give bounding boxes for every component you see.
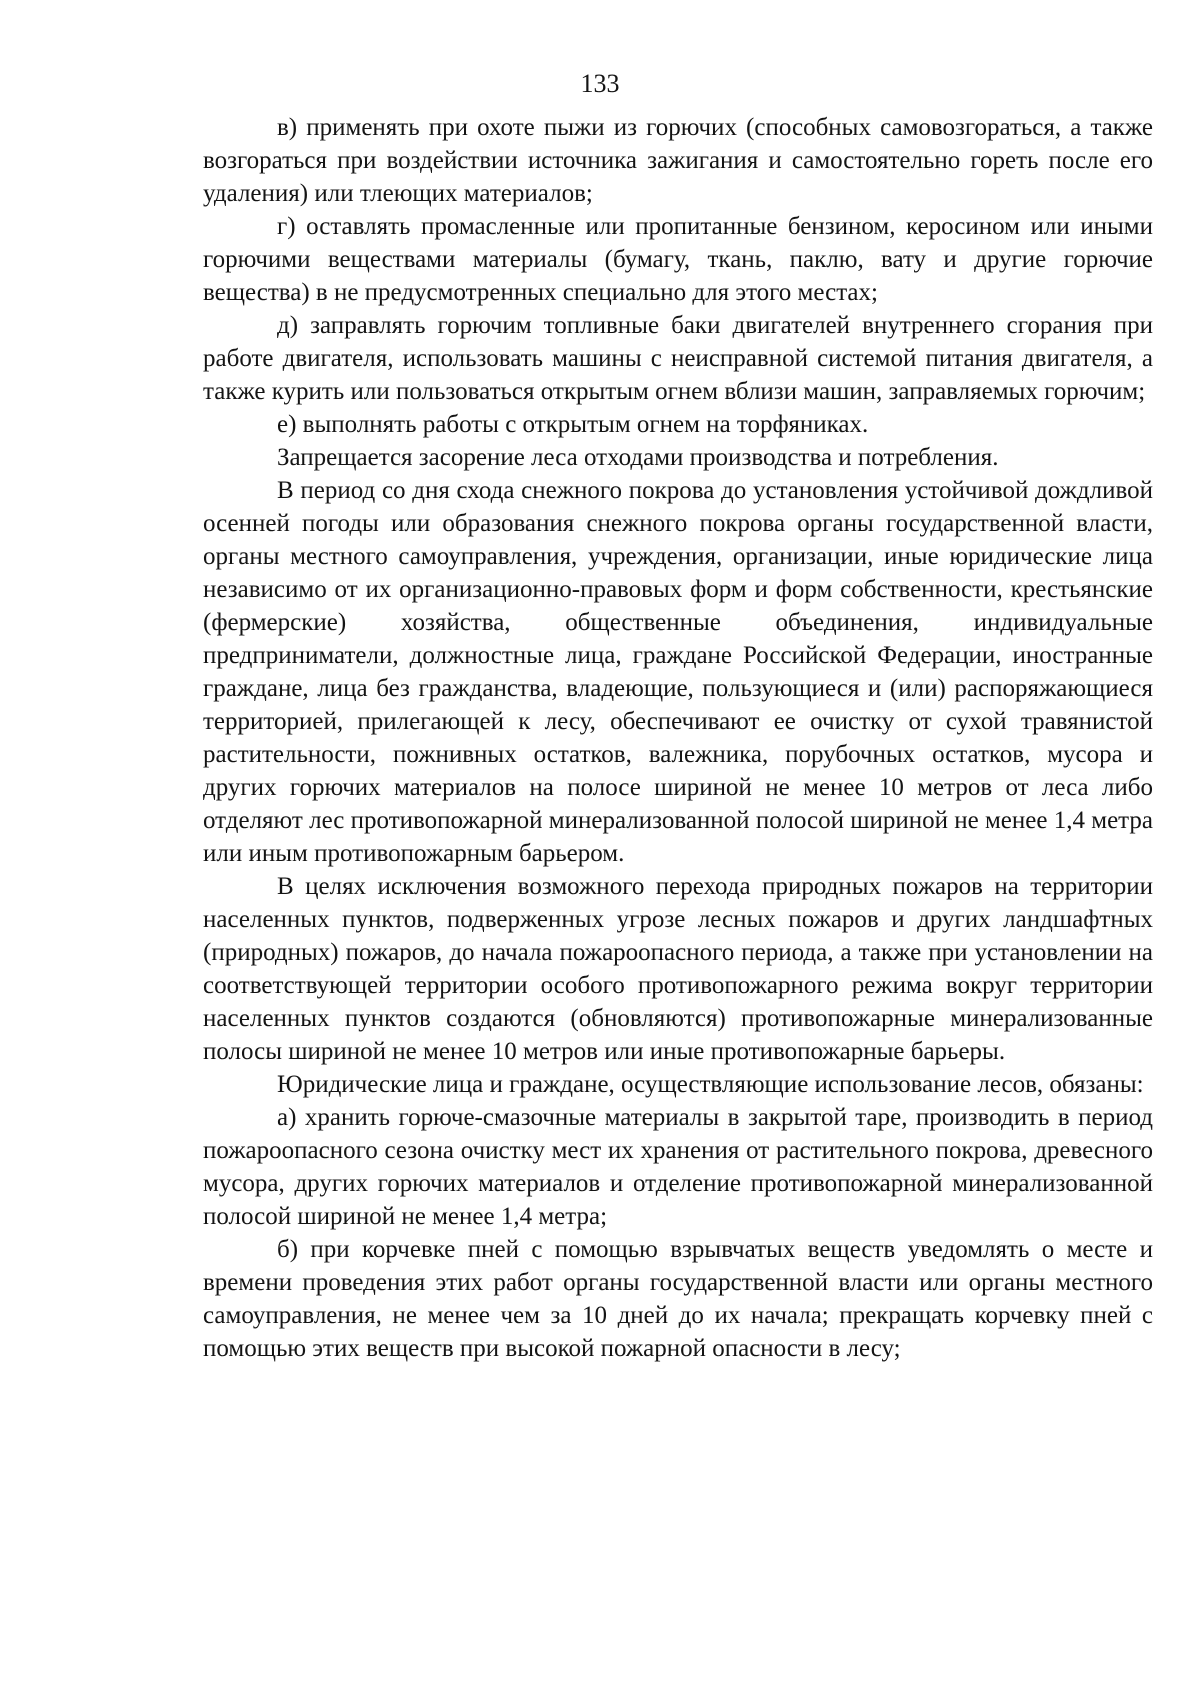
document-body (203, 111, 1153, 1365)
paragraph-obligations-intro: Юридические лица и граждане, осуществляющие использование лесов, обязаны: (277, 1071, 1144, 1098)
paragraph-item-a: а) хранить горюче-смазочные материалы в закрытой таре, производить в период пожароопасного сезона очистку мест их хранения от растительного покрова, древесного мусора, других горючих материалов и отделение противопожарной минерализованной полосой шириной не менее 1,4 метра; (203, 1104, 1153, 1230)
paragraph-item-e: е) выполнять работы с открытым огнем на торфяниках. (277, 411, 869, 438)
paragraph-littering-ban: Запрещается засорение леса отходами производства и потребления. (277, 444, 999, 471)
page-number: 133 (580, 69, 620, 98)
paragraph-snow-period: В период со дня схода снежного покрова до установления устойчивой дождливой осенней погоды или образования снежного покрова органы государственной власти, органы местного самоуправления, учреждения, организации, иные юридические лица независимо от их организационно-правовых форм и форм собственности, крестьянские (фермерские) хозяйства, общественные объединения, индивидуальные предприниматели, должностные лица, граждане Российской Федерации, иностранные граждане, лица без гражданства, владеющие, пользующиеся и (или) распоряжающиеся территорией, прилегающей к лесу, обеспечивают ее очистку от сухой травянистой растительности, пожнивных остатков, валежника, порубочных остатков, мусора и других горючих материалов на полосе шириной не менее 10 метров от леса либо отделяют лес противопожарной минерализованной полосой шириной не менее 1,4 метра или иным противопожарным барьером. (203, 477, 1153, 867)
paragraph-item-g: г) оставлять промасленные или пропитанные бензином, керосином или иными горючими веществами материалы (бумагу, ткань, паклю, вату и другие горючие вещества) в не предусмотренных специально для этого местах; (203, 213, 1153, 306)
paragraph-item-v: в) применять при охоте пыжи из горючих (способных самовозгораться, а также возгораться при воздействии источника зажигания и самостоятельно гореть после его удаления) или тлеющих материалов; (203, 114, 1153, 207)
paragraph-item-b: б) при корчевке пней с помощью взрывчатых веществ уведомлять о месте и времени проведения этих работ органы государственной власти или органы местного самоуправления, не менее чем за 10 дней до их начала; прекращать корчевку пней с помощью этих веществ при высокой пожарной опасности в лесу; (203, 1236, 1153, 1362)
paragraph-fire-prevention: В целях исключения возможного перехода природных пожаров на территории населенных пунктов, подверженных угрозе лесных пожаров и других ландшафтных (природных) пожаров, до начала пожароопасного периода, а также при установлении на соответствующей территории особого противопожарного режима вокруг территории населенных пунктов создаются (обновляются) противопожарные минерализованные полосы шириной не менее 10 метров или иные противопожарные барьеры. (203, 873, 1153, 1065)
paragraph-item-d: д) заправлять горючим топливные баки двигателей внутреннего сгорания при работе двигателя, использовать машины с неисправной системой питания двигателя, а также курить или пользоваться открытым огнем вблизи машин, заправляемых горючим; (203, 312, 1153, 405)
